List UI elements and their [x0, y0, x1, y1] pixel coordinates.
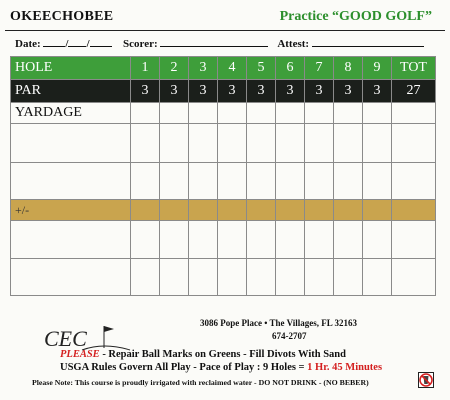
score-cell[interactable]	[276, 200, 305, 221]
player-name-cell[interactable]	[11, 259, 131, 296]
score-cell[interactable]	[363, 259, 392, 296]
score-cell[interactable]	[131, 163, 160, 200]
par-value: 3	[218, 80, 247, 103]
header-divider	[5, 30, 445, 31]
score-cell[interactable]	[160, 163, 189, 200]
player-name-cell[interactable]	[11, 124, 131, 163]
score-cell[interactable]	[218, 259, 247, 296]
please-text: - Repair Ball Marks on Greens - Fill Divots With Sand	[99, 349, 346, 360]
hole-number: 6	[276, 57, 305, 80]
score-cell[interactable]	[160, 103, 189, 124]
date-day-field[interactable]	[68, 37, 86, 47]
par-value: 3	[131, 80, 160, 103]
score-cell[interactable]	[276, 103, 305, 124]
score-cell[interactable]	[247, 163, 276, 200]
par-row	[11, 80, 436, 103]
player-row	[11, 163, 436, 200]
score-cell[interactable]	[305, 259, 334, 296]
score-cell[interactable]	[305, 163, 334, 200]
score-cell[interactable]	[363, 124, 392, 163]
date-month-field[interactable]	[43, 37, 65, 47]
total-label: TOT	[392, 57, 436, 80]
par-label: PAR	[11, 80, 131, 103]
score-cell[interactable]	[247, 221, 276, 259]
score-cell[interactable]	[160, 259, 189, 296]
score-cell[interactable]	[276, 124, 305, 163]
score-cell[interactable]	[392, 103, 436, 124]
score-cell[interactable]	[363, 163, 392, 200]
score-cell[interactable]	[334, 103, 363, 124]
please-word: PLEASE	[60, 349, 100, 360]
score-cell[interactable]	[218, 103, 247, 124]
yardage-row	[11, 103, 436, 124]
score-cell[interactable]	[334, 200, 363, 221]
logo-text: CEC	[44, 326, 87, 351]
usga-notice	[60, 362, 382, 373]
score-cell[interactable]	[334, 124, 363, 163]
no-drinking-icon	[418, 372, 434, 388]
pace-time: 1 Hr. 45 Minutes	[307, 362, 383, 373]
hole-number: 1	[131, 57, 160, 80]
score-cell[interactable]	[160, 124, 189, 163]
score-cell[interactable]	[131, 124, 160, 163]
score-cell[interactable]	[334, 259, 363, 296]
score-cell[interactable]	[305, 200, 334, 221]
score-cell[interactable]	[131, 200, 160, 221]
hole-number: 7	[305, 57, 334, 80]
date-year-field[interactable]	[90, 37, 112, 47]
yardage-label: YARDAGE	[11, 103, 131, 124]
par-value: 3	[334, 80, 363, 103]
course-address: 3086 Pope Place • The Villages, FL 32163	[200, 318, 357, 328]
please-notice	[60, 349, 346, 360]
par-total: 27	[392, 80, 436, 103]
player-row	[11, 221, 436, 259]
score-cell[interactable]	[247, 200, 276, 221]
player-name-cell[interactable]	[11, 163, 131, 200]
hole-number: 8	[334, 57, 363, 80]
score-cell[interactable]	[392, 200, 436, 221]
score-cell[interactable]	[247, 259, 276, 296]
score-cell[interactable]	[189, 259, 218, 296]
practice-title: Practice “GOOD GOLF”	[279, 9, 432, 24]
info-row	[15, 37, 424, 50]
attest-field[interactable]	[312, 37, 424, 47]
score-cell[interactable]	[276, 163, 305, 200]
score-cell[interactable]	[276, 221, 305, 259]
score-cell[interactable]	[305, 221, 334, 259]
score-cell[interactable]	[305, 103, 334, 124]
par-value: 3	[363, 80, 392, 103]
date-slash: /	[86, 38, 90, 50]
score-cell[interactable]	[218, 163, 247, 200]
score-cell[interactable]	[189, 124, 218, 163]
score-cell[interactable]	[363, 200, 392, 221]
hole-row	[11, 57, 436, 80]
hole-number: 3	[189, 57, 218, 80]
flag-icon	[104, 326, 114, 332]
course-phone: 674-2707	[272, 331, 307, 341]
score-cell[interactable]	[189, 221, 218, 259]
date-slash: /	[65, 38, 69, 50]
score-cell[interactable]	[160, 221, 189, 259]
score-cell[interactable]	[392, 124, 436, 163]
score-cell[interactable]	[363, 221, 392, 259]
hole-label: HOLE	[11, 57, 131, 80]
hole-number: 9	[363, 57, 392, 80]
score-cell[interactable]	[392, 221, 436, 259]
score-cell[interactable]	[131, 259, 160, 296]
score-cell[interactable]	[276, 259, 305, 296]
scorer-label: Scorer:	[123, 38, 158, 50]
score-cell[interactable]	[218, 221, 247, 259]
plus-minus-row	[11, 200, 436, 221]
par-value: 3	[305, 80, 334, 103]
hole-number: 4	[218, 57, 247, 80]
course-name: OKEECHOBEE	[10, 9, 114, 24]
par-value: 3	[276, 80, 305, 103]
score-cell[interactable]	[392, 163, 436, 200]
usga-text: USGA Rules Govern All Play - Pace of Play : 9 Holes =	[60, 362, 308, 373]
player-row	[11, 259, 436, 296]
reclaimed-water-note: Please Note: This course is proudly irrigated with reclaimed water - DO NOT DRINK - (NO BEBER)	[32, 378, 369, 387]
score-cell[interactable]	[189, 163, 218, 200]
score-cell[interactable]	[189, 200, 218, 221]
hole-number: 2	[160, 57, 189, 80]
score-cell[interactable]	[131, 103, 160, 124]
par-value: 3	[247, 80, 276, 103]
score-cell[interactable]	[334, 221, 363, 259]
score-cell[interactable]	[189, 103, 218, 124]
hole-number: 5	[247, 57, 276, 80]
score-cell[interactable]	[247, 103, 276, 124]
attest-label: Attest:	[277, 38, 310, 50]
player-row	[11, 124, 436, 163]
par-value: 3	[160, 80, 189, 103]
score-cell[interactable]	[305, 124, 334, 163]
score-cell[interactable]	[218, 200, 247, 221]
score-cell[interactable]	[247, 124, 276, 163]
score-table	[10, 56, 436, 296]
score-cell[interactable]	[334, 163, 363, 200]
plus-minus-label: +/-	[11, 200, 131, 221]
score-cell[interactable]	[392, 259, 436, 296]
score-cell[interactable]	[218, 124, 247, 163]
date-label: Date:	[15, 38, 41, 50]
player-name-cell[interactable]	[11, 221, 131, 259]
score-cell[interactable]	[131, 221, 160, 259]
par-value: 3	[189, 80, 218, 103]
score-cell[interactable]	[160, 200, 189, 221]
score-cell[interactable]	[363, 103, 392, 124]
scorer-field[interactable]	[160, 37, 268, 47]
